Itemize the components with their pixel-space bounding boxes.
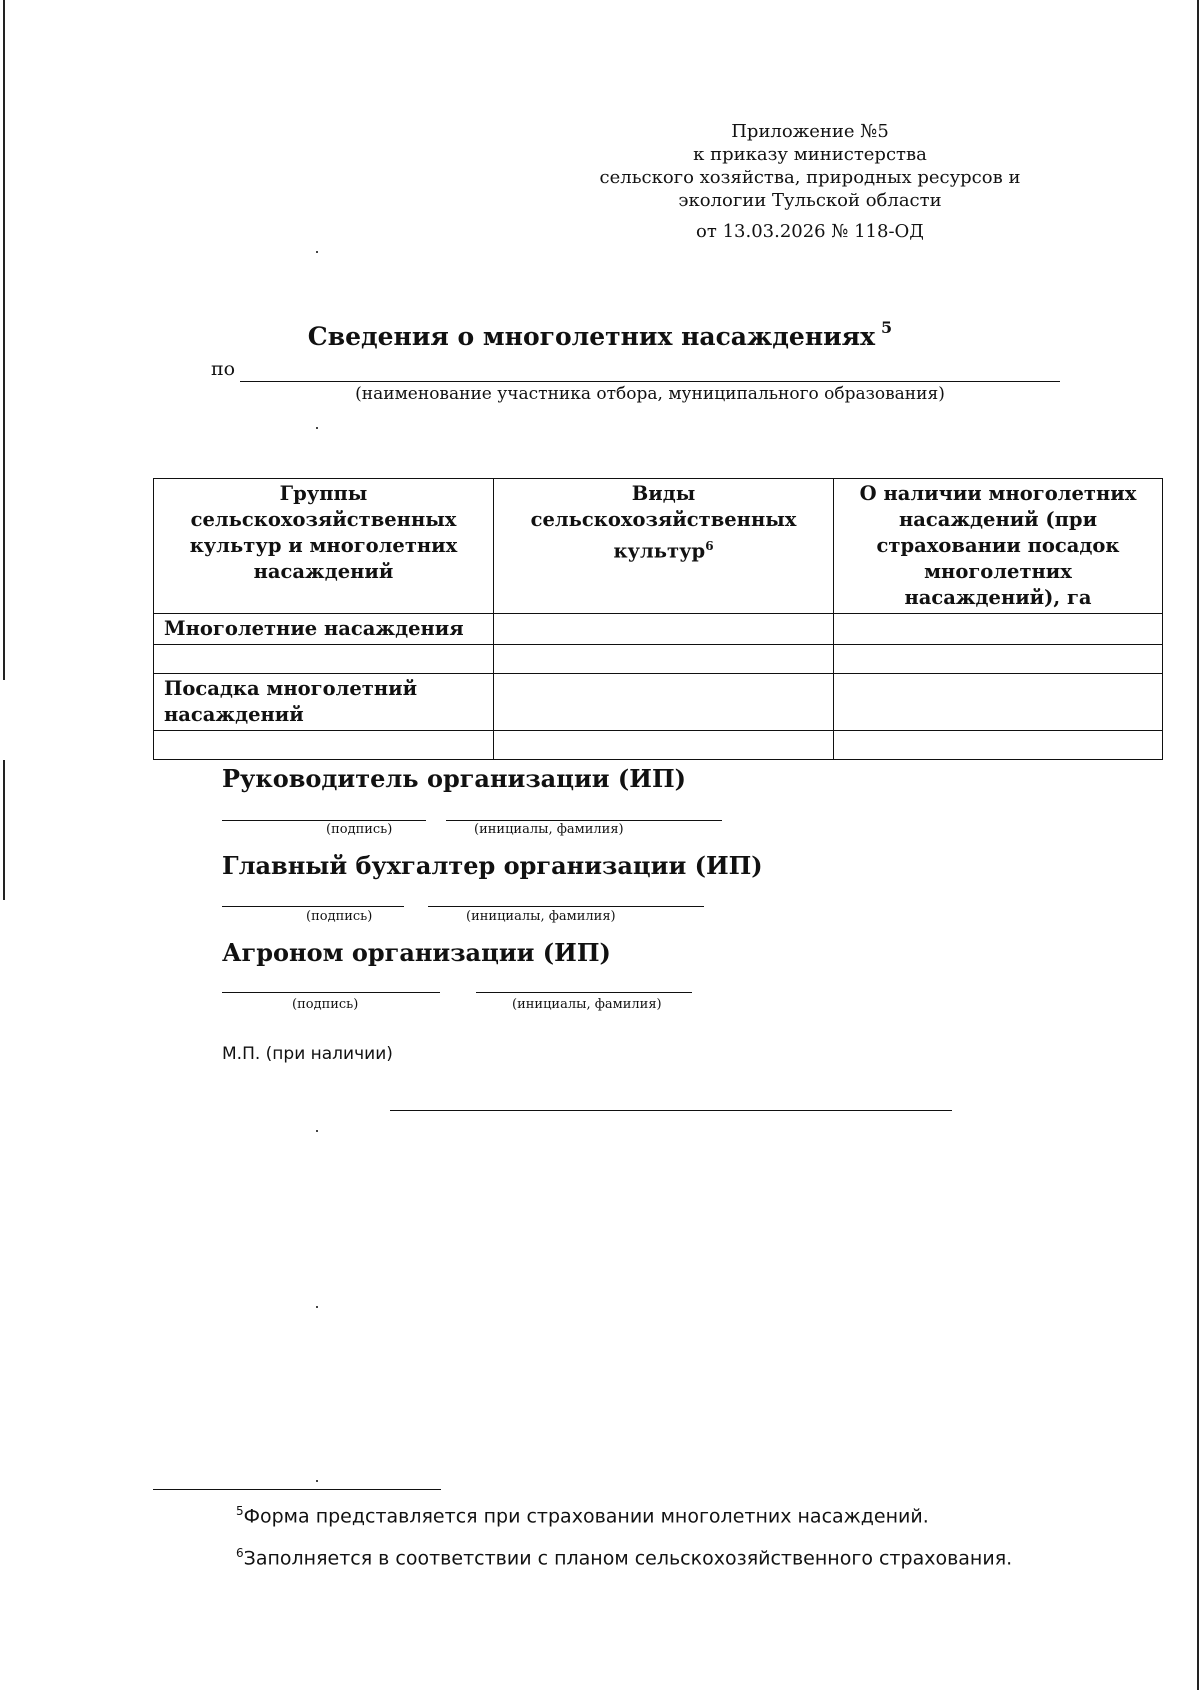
- signature-line-agronomist-sign[interactable]: [222, 992, 440, 993]
- signature-title-director: Руководитель организации (ИП): [222, 764, 686, 793]
- table-cell[interactable]: [494, 645, 834, 674]
- signature-line-accountant-sign[interactable]: [222, 906, 404, 907]
- footnote-6-mark: 6: [236, 1546, 244, 1560]
- signature-line-director-name[interactable]: [446, 820, 722, 821]
- table-cell[interactable]: [834, 614, 1163, 645]
- appendix-date-number: от 13.03.2026 № 118-ОД: [696, 221, 924, 242]
- appendix-header: [590, 120, 1030, 243]
- signature-caption-sign: (подпись): [326, 822, 393, 837]
- signature-caption-sign: (подпись): [292, 997, 359, 1012]
- title-footnote-mark: 5: [881, 318, 893, 337]
- page-title-text: Сведения о многолетних насаждениях: [307, 322, 876, 351]
- scan-speck: [316, 1130, 318, 1132]
- table-cell[interactable]: [154, 731, 494, 760]
- plantings-table: [153, 478, 1163, 760]
- table-header-row: [154, 479, 1163, 614]
- table-row: [154, 674, 1163, 731]
- appendix-ministry-line: сельского хозяйства, природных ресурсов и: [599, 167, 1021, 188]
- footnote-5: [236, 1504, 929, 1527]
- table-cell[interactable]: [834, 731, 1163, 760]
- signature-caption-name: (инициалы, фамилия): [512, 997, 662, 1012]
- table-header-groups: Группы сельскохозяйственных культур и многолетних насаждений: [154, 479, 494, 614]
- scan-speck: [316, 427, 318, 429]
- appendix-region-line: экологии Тульской области: [678, 190, 942, 211]
- table-cell[interactable]: [494, 731, 834, 760]
- table-header-types-footnote: 6: [705, 539, 714, 553]
- table-row: [154, 645, 1163, 674]
- table-cell[interactable]: [834, 674, 1163, 731]
- footnote-6-text: Заполняется в соответствии с планом сельскохозяйственного страхования.: [243, 1547, 1013, 1570]
- table-cell[interactable]: [494, 614, 834, 645]
- scan-speck: [316, 251, 318, 253]
- table-header-types: [494, 479, 834, 614]
- scan-speck: [316, 1306, 318, 1308]
- signature-title-agronomist: Агроном организации (ИП): [222, 938, 611, 967]
- footnote-5-mark: 5: [236, 1504, 244, 1518]
- table-header-area: О наличии многолетних насаждений (при страховании посадок многолетних насаждений), га: [834, 479, 1163, 614]
- table-row: [154, 731, 1163, 760]
- footnote-5-text: Форма представляется при страховании многолетних насаждений.: [243, 1505, 929, 1528]
- signature-caption-name: (инициалы, фамилия): [466, 909, 616, 924]
- signature-line-director-sign[interactable]: [222, 820, 426, 821]
- footnote-separator: [153, 1489, 441, 1490]
- signature-caption-sign: (подпись): [306, 909, 373, 924]
- signature-line-agronomist-name[interactable]: [476, 992, 692, 993]
- table-row: [154, 614, 1163, 645]
- scan-edge-right: [1197, 0, 1199, 1690]
- page-title: [0, 318, 1200, 351]
- appendix-number: Приложение №5: [731, 121, 889, 142]
- signature-caption-name: (инициалы, фамилия): [474, 822, 624, 837]
- appendix-order-line: к приказу министерства: [693, 144, 927, 165]
- signature-line-accountant-name[interactable]: [428, 906, 704, 907]
- signature-title-accountant: Главный бухгалтер организации (ИП): [222, 851, 763, 880]
- table-cell[interactable]: [834, 645, 1163, 674]
- scan-edge-left-lower: [3, 760, 5, 900]
- bottom-separator-line: [390, 1110, 952, 1111]
- table-cell[interactable]: [494, 674, 834, 731]
- table-cell[interactable]: [154, 645, 494, 674]
- scan-speck: [316, 1480, 318, 1482]
- po-label: по: [211, 358, 236, 380]
- table-cell: Многолетние насаждения: [154, 614, 494, 645]
- footnote-6: [236, 1546, 1012, 1569]
- table-cell: Посадка многолетний насаждений: [154, 674, 494, 731]
- po-fill-line[interactable]: [240, 381, 1060, 382]
- table-header-types-text: Виды сельскохозяйственных культур: [530, 482, 797, 563]
- po-caption: (наименование участника отбора, муниципального образования): [355, 384, 945, 404]
- stamp-note: М.П. (при наличии): [222, 1044, 393, 1064]
